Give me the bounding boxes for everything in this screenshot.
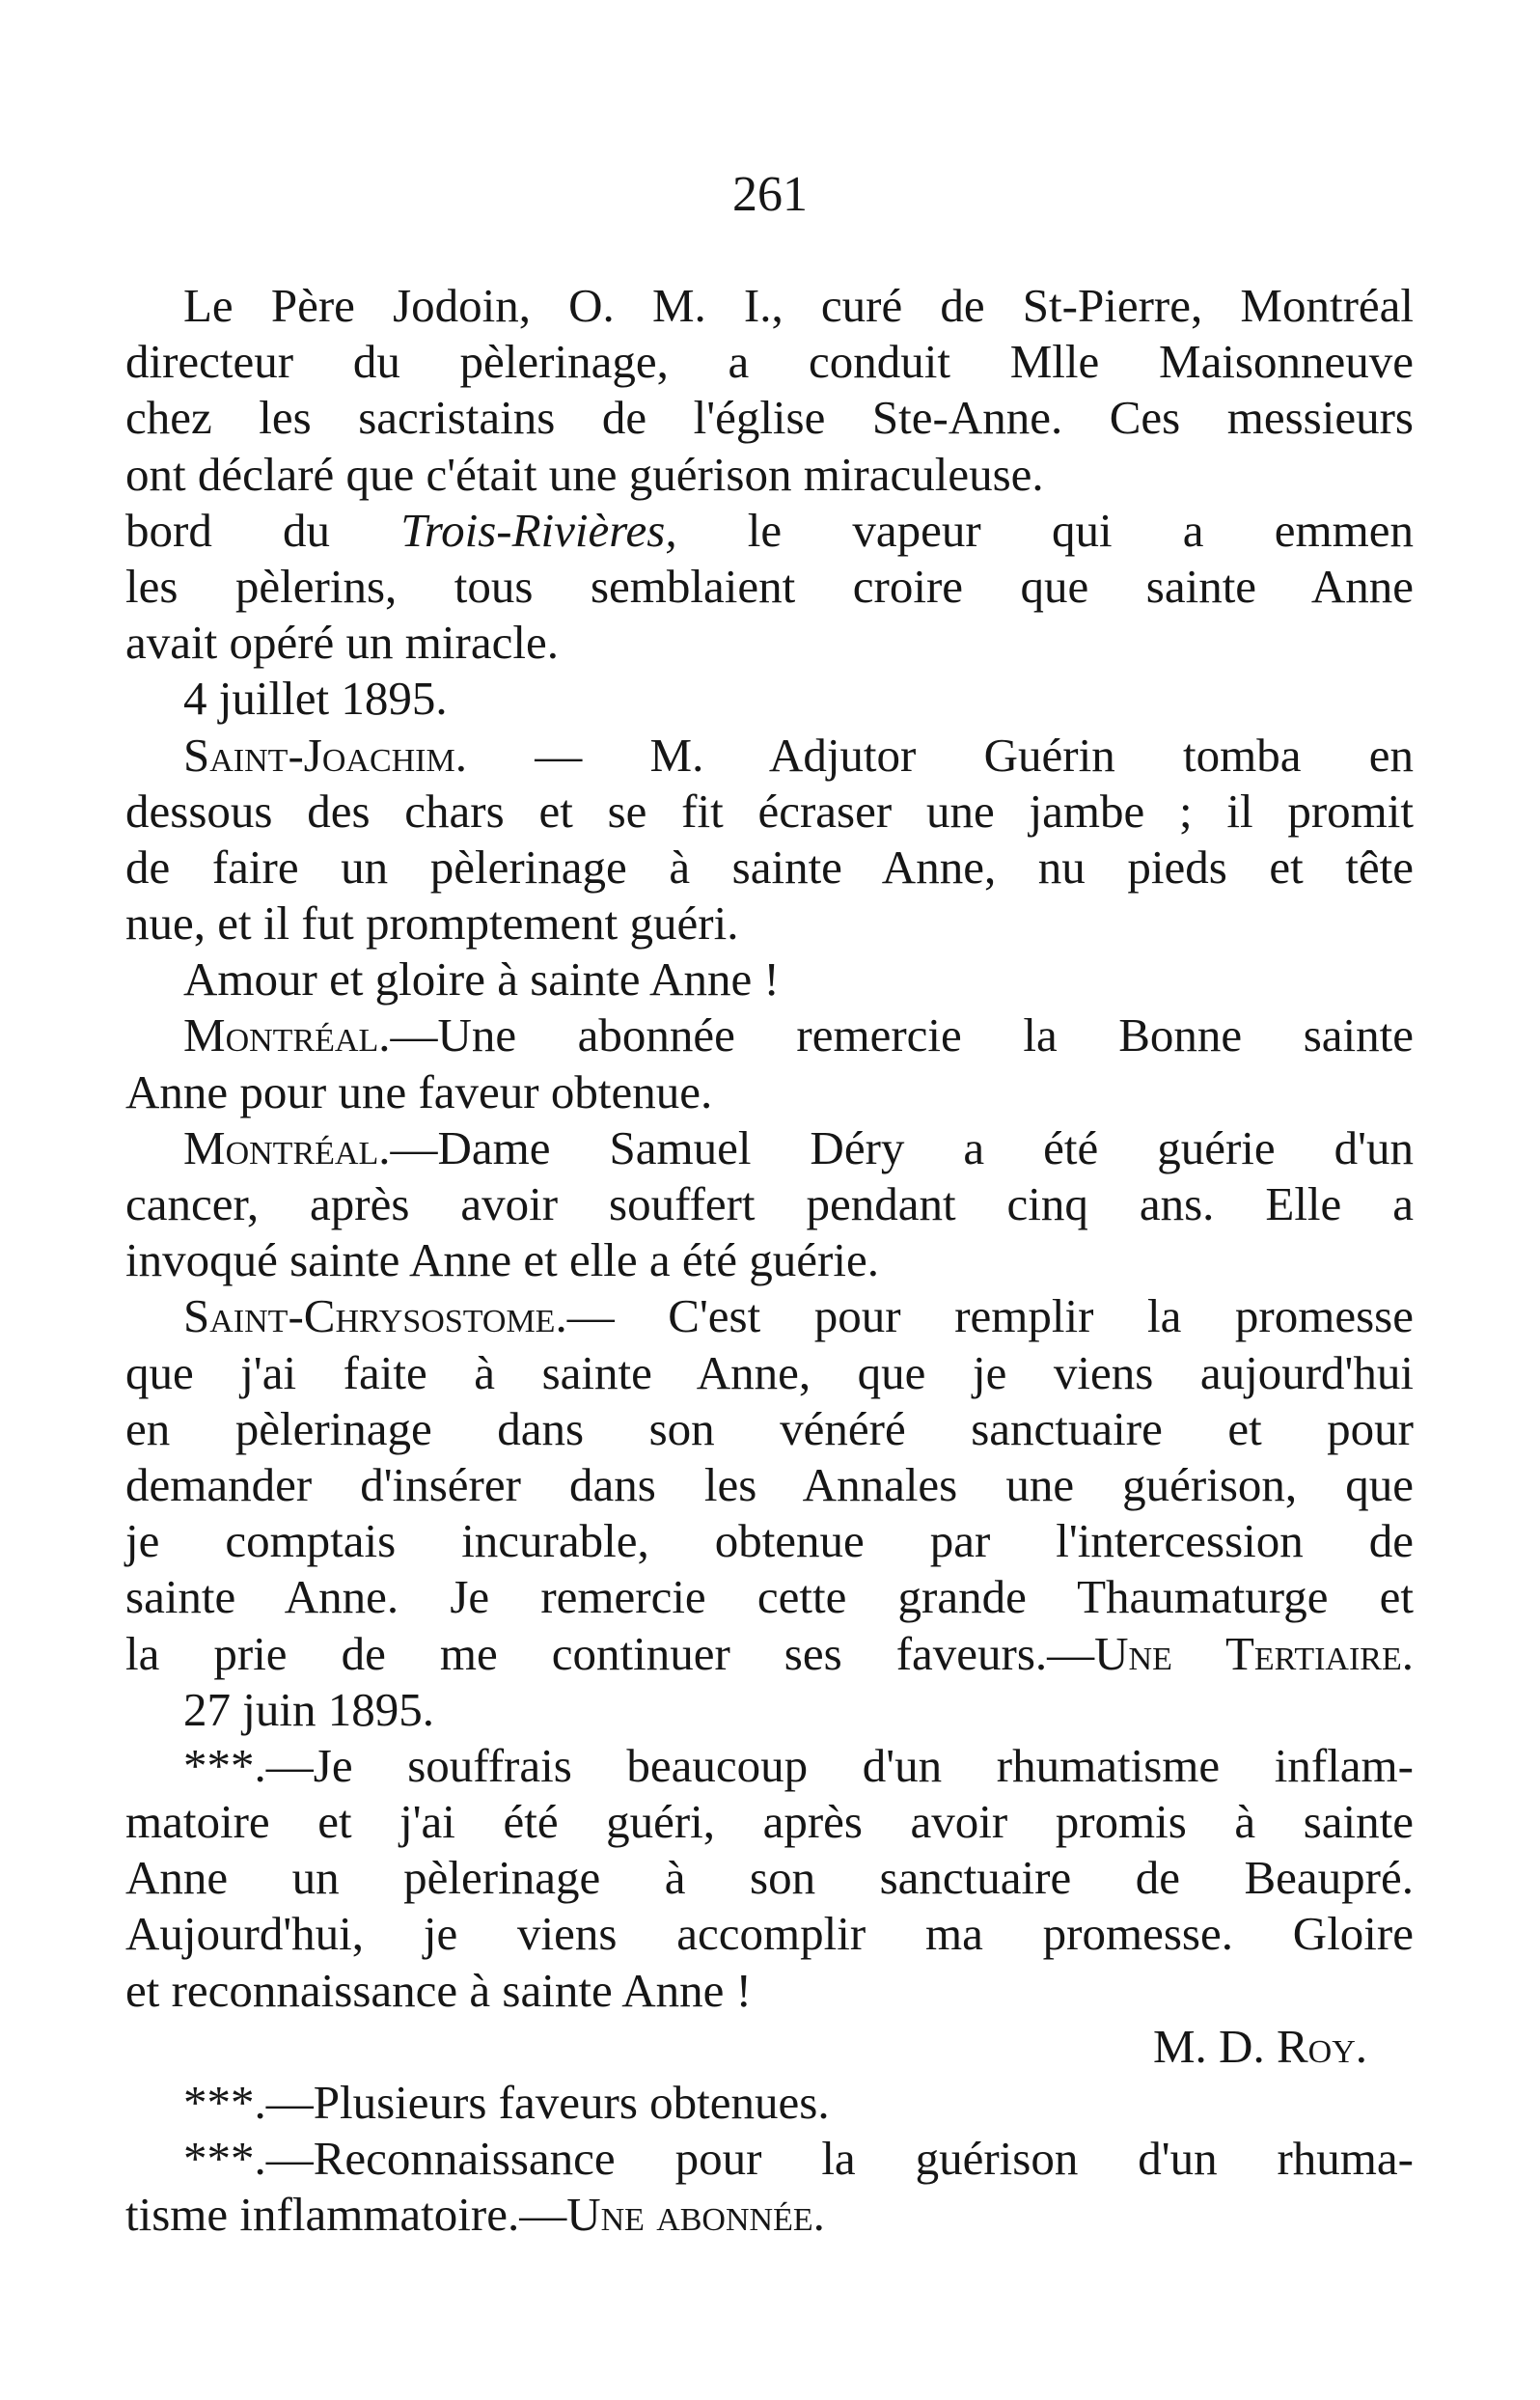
text-line <box>125 2019 1414 2075</box>
text-line: je comptais incurable, obtenue par l'intercession de <box>125 1514 1414 1568</box>
text-line: Amour et gloire à sainte Anne ! <box>183 952 780 1007</box>
text-line: Anne un pèlerinage à son sanctuaire de Beaupré. <box>125 1851 1414 1905</box>
text-line: en pèlerinage dans son vénéré sanctuaire et pour <box>125 1401 1414 1455</box>
text-segment: le vapeur qui a emmen <box>676 503 1415 557</box>
text-line: demander d'insérer dans les Annales une guérison, que <box>125 1457 1414 1511</box>
small-caps-heading: Montréal. <box>183 1008 391 1062</box>
text-line: les pèlerins, tous semblaient croire que sainte Anne <box>125 559 1414 613</box>
text-line: nue, et il fut promptement guéri. <box>125 897 739 951</box>
text-line <box>125 1120 1414 1176</box>
text-line <box>125 1626 1414 1682</box>
text-line: 4 juillet 1895. <box>183 672 448 726</box>
page-number: 261 <box>732 167 808 222</box>
small-caps-heading: Roy. <box>1276 2019 1367 2073</box>
text-line <box>125 2187 1414 2243</box>
text-line: invoqué sainte Anne et elle a été guérie. <box>125 1233 879 1287</box>
italic-text: Trois-Rivières, <box>400 503 677 557</box>
text-line: Aujourd'hui, je viens accomplir ma promesse. Gloire <box>125 1907 1414 1961</box>
text-line: ***.—Reconnaissance pour la guérison d'un rhuma- <box>183 2132 1414 2186</box>
small-caps-heading: Saint-Joachim. <box>183 728 467 782</box>
text-segment: — C'est pour remplir la promesse <box>566 1289 1414 1343</box>
text-line: chez les sacristains de l'église Ste-Anne. Ces messieurs <box>125 391 1414 445</box>
text-line: dessous des chars et se fit écraser une jambe ; il promit <box>125 784 1414 838</box>
text-line: ***.—Plusieurs faveurs obtenues. <box>183 2076 830 2129</box>
text-segment: —Une abonnée remercie la Bonne sainte <box>390 1008 1414 1062</box>
body-text <box>125 278 1414 2244</box>
text-segment: M. D. <box>1152 2019 1277 2073</box>
text-line: que j'ai faite à sainte Anne, que je viens aujourd'hui <box>125 1345 1414 1399</box>
text-line: ***.—Je souffrais beaucoup d'un rhumatisme inflam- <box>183 1738 1414 1792</box>
text-segment: —Dame Samuel Déry a été guérie d'un <box>390 1120 1414 1174</box>
text-line: cancer, après avoir souffert pendant cinq ans. Elle a <box>125 1177 1414 1230</box>
text-line: directeur du pèlerinage, a conduit Mlle Maisonneuve <box>125 335 1414 389</box>
text-line: ont déclaré que c'était une guérison miraculeuse. <box>125 447 1044 501</box>
text-segment: tisme inflammatoire.— <box>125 2188 567 2242</box>
text-segment: la prie de me continuer ses faveurs.— <box>125 1626 1095 1680</box>
text-line <box>125 1288 1414 1344</box>
text-line: Le Père Jodoin, O. M. I., curé de St-Pierre, Montréal <box>183 279 1414 332</box>
text-line <box>125 1007 1414 1063</box>
small-caps-heading: Saint-Chrysostome. <box>183 1289 567 1343</box>
text-line: et reconnaissance à sainte Anne ! <box>125 1963 752 2017</box>
text-line: de faire un pèlerinage à sainte Anne, nu pieds et tête <box>125 840 1414 894</box>
text-line: matoire et j'ai été guéri, après avoir promis à sainte <box>125 1795 1414 1849</box>
text-segment: bord du <box>125 503 401 557</box>
text-line <box>125 503 1414 559</box>
text-line <box>125 728 1414 784</box>
small-caps-heading: Une abonnée. <box>566 2188 825 2242</box>
text-segment: — M. Adjutor Guérin tomba en <box>466 728 1414 782</box>
small-caps-heading: Montréal. <box>183 1120 391 1174</box>
small-caps-heading: Une Tertiaire. <box>1094 1626 1414 1680</box>
text-line: sainte Anne. Je remercie cette grande Thaumaturge et <box>125 1570 1414 1624</box>
text-line: avait opéré un miracle. <box>125 616 559 670</box>
text-line: 27 juin 1895. <box>183 1682 434 1736</box>
text-line: Anne pour une faveur obtenue. <box>125 1064 713 1118</box>
